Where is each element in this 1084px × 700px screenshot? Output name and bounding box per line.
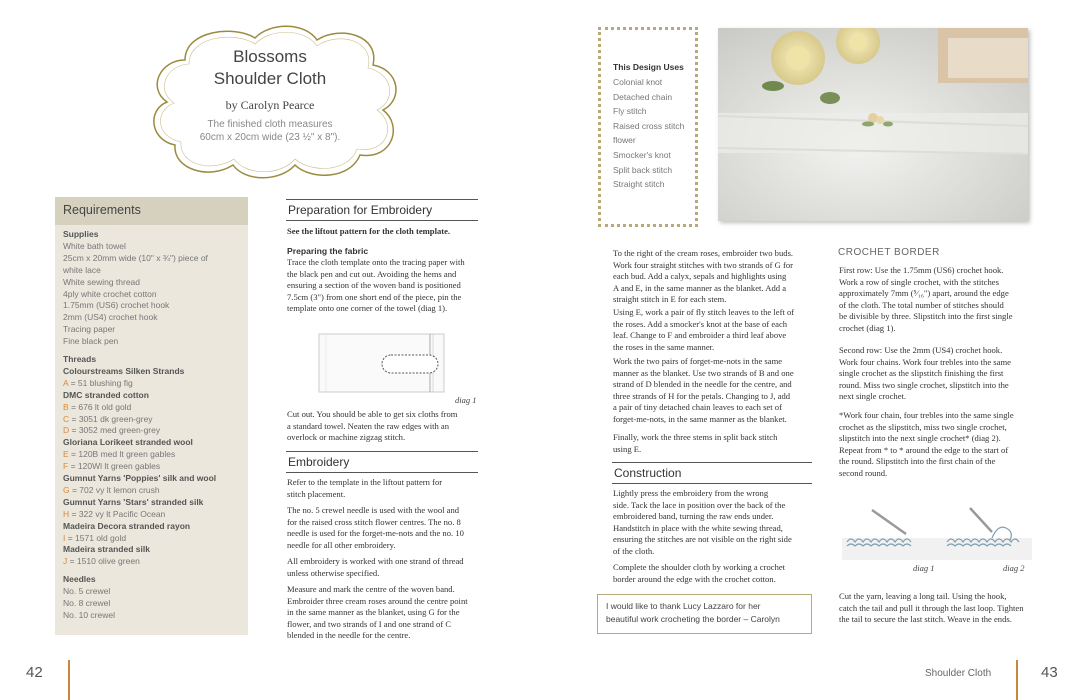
thread-brand: Colourstreams Silken Strands <box>63 365 185 376</box>
text-line: ensuring a section of the woven band is positioned <box>287 280 461 290</box>
thread-code: H <box>63 508 70 519</box>
text-line: beautiful work crocheting the border – Carolyn <box>606 614 780 624</box>
text-line: Second row: Use the 2mm (US4) crochet hook. <box>839 345 1003 355</box>
text-line: Complete the shoulder cloth by working a crochet <box>613 562 786 572</box>
text-line: Work a row of single crochet, with the stitches <box>839 276 999 287</box>
text-line: Using E, work a pair of fly stitch leaves to the left of <box>613 307 795 317</box>
text-line: strand of D blended in the needle for the centre, and <box>613 379 792 389</box>
requirements-heading: Requirements <box>55 197 248 225</box>
text-line: unless otherwise specified. <box>287 567 380 578</box>
text-line: Finally, work the three stems in split back stitch <box>613 432 778 442</box>
finishing-paragraph <box>839 591 1044 626</box>
text-line: round. Miss two single crochet, slipstitch into the <box>839 379 1009 390</box>
thread-item <box>63 425 160 437</box>
stems-paragraph <box>613 432 828 455</box>
supply-item: Tracing paper <box>63 324 116 335</box>
text-line: Embroider three cream roses around the centre point <box>287 595 468 606</box>
measurement-note <box>170 118 370 144</box>
text-line: three strands of H for the petals. Changing to J, add <box>613 390 791 401</box>
text-line: next single crochet. <box>839 391 907 401</box>
title-line-2: Shoulder Cloth <box>213 69 327 88</box>
design-uses-item: Fly stitch <box>613 106 647 117</box>
thread-item <box>63 485 160 497</box>
repeat-paragraph <box>839 410 1044 479</box>
embroidery-paragraph-3 <box>287 556 487 579</box>
text-line: the roses. Add a smocker's knot at the base of each <box>613 318 788 329</box>
text-line: *Work four chain, four trebles into the same single <box>839 410 1014 420</box>
page-number-left: 42 <box>26 664 43 681</box>
text-line: crochet (diag 1). <box>839 322 896 333</box>
text-line: the black pen and cut out. Avoiding the hems and <box>287 268 457 279</box>
supply-item: Fine black pen <box>63 336 119 347</box>
needle-item: No. 8 crewel <box>63 598 111 608</box>
construction-paragraph-1 <box>613 488 828 557</box>
text-line: manner as the blanket. Use two strands of B and one <box>613 367 794 378</box>
footer-rule-left <box>68 660 70 700</box>
crochet-diag-2-caption: diag 2 <box>1003 563 1025 573</box>
text-line: Cut out. You should be able to get six cloths from <box>287 409 458 419</box>
measure-line-2: 60cm x 20cm wide (23 ½" x 8"). <box>199 132 341 143</box>
thread-item <box>63 378 133 390</box>
thread-brand: Gumnut Yarns 'Poppies' silk and wool <box>63 473 217 483</box>
text-line: A and E, in the same manner as the blanket. Add a <box>613 282 787 293</box>
thread-item <box>63 461 160 473</box>
text-line: Measure and mark the centre of the woven band. <box>287 584 455 594</box>
thread-desc: = 51 blushing fig <box>68 377 133 388</box>
text-line: each bud. Add a calyx, sepals and highlights using <box>613 271 787 281</box>
text-line: of the cloth. The total number of stitches should <box>839 299 1004 310</box>
embroidery-paragraph-4 <box>287 584 487 642</box>
thread-code: B <box>63 401 69 412</box>
thread-desc: = 1510 olive green <box>67 556 140 567</box>
thread-desc: = 322 vy lt Pacific Ocean <box>69 508 166 519</box>
text-line: To the right of the cream roses, embroider two buds. <box>613 248 794 258</box>
page-title <box>170 46 370 90</box>
thread-item <box>63 449 175 461</box>
text-line: be divisible by three. Slipstitch into the first single <box>839 311 1013 321</box>
design-uses-list <box>613 75 686 192</box>
text-line: crochet as the slipstitch, miss two single crochet, <box>839 421 1007 432</box>
thread-desc: = 1571 old gold <box>65 532 127 543</box>
text-line: blended in the needle for the centre. <box>287 630 411 640</box>
thread-code: E <box>63 449 69 460</box>
crochet-border-heading: CROCHET BORDER <box>838 247 940 258</box>
thread-brand: Madeira Decora stranded rayon <box>63 520 191 531</box>
supply-item: White bath towel <box>63 240 126 251</box>
preparation-intro: See the liftout pattern for the cloth template. <box>287 226 451 236</box>
footer-title: Shoulder Cloth <box>925 668 992 679</box>
thread-desc: = 120B med lt green gables <box>68 449 176 460</box>
page-number-right: 43 <box>1041 664 1058 681</box>
needle-item: No. 10 crewel <box>63 609 115 620</box>
thread-desc: = 3051 dk green-grey <box>69 413 153 424</box>
preparation-paragraph-1 <box>287 257 487 315</box>
thread-item <box>63 509 165 521</box>
text-line: All embroidery is worked with one strand of thread <box>287 556 464 566</box>
text-line: Work four straight stitches with two strands of G for <box>613 259 793 270</box>
diag-1-illustration <box>318 333 445 393</box>
thread-desc: = 120Wl lt green gables <box>68 461 161 472</box>
supply-item: White sewing thread <box>63 276 141 287</box>
text-line: First row: Use the 1.75mm (US6) crochet hook. <box>839 265 1004 275</box>
first-row-paragraph <box>839 265 1044 334</box>
text-line: straight stitch in E for each stem. <box>613 294 727 304</box>
needle-item: No. 5 crewel <box>63 586 111 597</box>
supply-item: 2mm (US4) crochet hook <box>63 312 158 323</box>
text-line: slipstitch into the next single crochet* (diag 2). <box>839 433 1001 443</box>
embroidery-paragraph-2 <box>287 505 487 551</box>
text-line: using E. <box>613 443 642 454</box>
text-line: The no. 5 crewel needle is used with the wool and <box>287 505 460 515</box>
thread-code: C <box>63 413 70 424</box>
text-line: a pair of tiny detached chain leaves to each set of <box>613 402 782 412</box>
text-line: in the same manner as the blanket, using G for the <box>287 607 460 617</box>
embroidery-heading: Embroidery <box>286 451 478 473</box>
crochet-diagrams <box>842 502 1032 560</box>
measure-line-1: The finished cloth measures <box>207 119 333 130</box>
text-line: Handstitch in place with the white sewing thread, <box>613 522 783 533</box>
title-line-1: Blossoms <box>233 47 307 66</box>
thread-brand: Gumnut Yarns 'Stars' stranded silk <box>63 496 204 507</box>
threads-heading: Threads <box>63 354 97 364</box>
construction-heading: Construction <box>612 462 812 484</box>
text-line: border around the edge with the crochet cotton. <box>613 573 776 584</box>
footer-rule-right <box>1016 660 1018 700</box>
needles-heading: Needles <box>63 574 96 585</box>
thread-brand: Madeira stranded silk <box>63 544 150 555</box>
thread-item <box>63 414 153 426</box>
text-line: leaf. Change to F and embroider a third leaf above <box>613 330 787 340</box>
text-line: I would like to thank Lucy Lazzaro for her <box>606 601 761 611</box>
design-uses-item: Smocker's knot <box>613 149 671 160</box>
text-line: side. Tack the lace in position over the back of the <box>613 499 786 510</box>
thread-code: D <box>63 425 70 436</box>
preparing-fabric-subheading: Preparing the fabric <box>287 246 369 256</box>
design-uses-item: Colonial knot <box>613 77 663 87</box>
thread-code: J <box>63 556 68 567</box>
second-row-paragraph <box>839 345 1044 403</box>
text-line: of the cloth. <box>613 545 655 556</box>
text-line: embroidered band, turning the raw ends under. <box>613 511 774 521</box>
thread-brand: Gloriana Lorikeet stranded wool <box>63 437 193 448</box>
thread-code: I <box>63 532 66 543</box>
text-line: Work four chains. Work four trebles into the same <box>839 356 1011 367</box>
text-line: forget-me-nots, in the same manner as the blanket. <box>613 413 787 424</box>
thread-item <box>63 402 131 414</box>
design-uses-item: Split back stitch <box>613 164 673 175</box>
preparation-paragraph-2 <box>287 409 487 444</box>
design-uses-item: Raised cross stitch <box>613 120 685 131</box>
design-uses-item: flower <box>613 135 636 146</box>
bud-paragraph <box>613 248 828 306</box>
design-uses-heading: This Design Uses <box>613 62 684 72</box>
text-line: overlock or machine zigzag stitch. <box>287 432 406 442</box>
text-line: Lightly press the embroidery from the wrong <box>613 488 769 498</box>
text-line: Trace the cloth template onto the tracing paper with <box>287 257 465 267</box>
design-uses-item: Straight stitch <box>613 179 665 190</box>
embroidery-paragraph-1 <box>287 477 487 500</box>
text-line: Repeat from * to * around the edge to the start of <box>839 444 1009 455</box>
text-line: Work the two pairs of forget-me-nots in the same <box>613 356 783 366</box>
text-line: for the raised cross stitch flower centres. The no. 8 <box>287 516 461 527</box>
thread-code: G <box>63 484 70 495</box>
leaves-paragraph <box>613 307 828 353</box>
text-line: the round. Slipstitch into the first chain of the <box>839 456 996 466</box>
text-line: the tail to secure the last stitch. Weave in the ends. <box>839 614 1012 624</box>
text-line: ensuring the stitches are not visible on the right side <box>613 534 792 544</box>
towel-photo <box>718 28 1028 221</box>
text-line: Refer to the template in the liftout pattern for <box>287 477 443 487</box>
supplies-heading: Supplies <box>63 229 99 239</box>
supply-item: 1.75mm (US6) crochet hook <box>63 300 170 311</box>
thread-desc: = 702 vy lt lemon crush <box>69 484 160 495</box>
thread-code: A <box>63 377 69 388</box>
preparation-heading: Preparation for Embroidery <box>286 199 478 221</box>
text-line: the roses in the same manner. <box>613 341 715 352</box>
text-line: stitch placement. <box>287 488 346 499</box>
byline: by Carolyn Pearce <box>225 98 315 112</box>
thread-desc: = 3052 med green-grey <box>69 425 161 436</box>
text-line: Cut the yarn, leaving a long tail. Using the hook, <box>839 591 1007 601</box>
text-line: needle for all other embroidery. <box>287 539 396 550</box>
crochet-diag-1-caption: diag 1 <box>913 563 935 573</box>
forget-me-nots-paragraph <box>613 356 828 425</box>
text-line: single crochet as the slipstitch finishing the first <box>839 368 1004 378</box>
supply-item: 4ply white crochet cotton <box>63 288 157 299</box>
text-line: flower, and two strands of I and one strand of C <box>287 618 452 629</box>
text-line: 7.5cm (3") from one short end of the piece, pin the <box>287 291 462 302</box>
supply-item: 25cm x 20mm wide (10" x ¾") piece of <box>63 252 208 263</box>
text-line: template onto one corner of the towel (diag 1). <box>287 303 448 313</box>
text-line: second round. <box>839 467 888 478</box>
text-line: a standard towel. Neaten the raw edges with an <box>287 420 450 431</box>
thread-brand: DMC stranded cotton <box>63 389 149 400</box>
acknowledgement-box <box>597 594 812 634</box>
supply-item: white lace <box>63 264 101 275</box>
thread-item <box>63 556 140 568</box>
design-uses-item: Detached chain <box>613 91 673 102</box>
text-line: approximately 7mm (⁵⁄₁₆") apart, around the edge <box>839 288 1009 298</box>
construction-paragraph-2 <box>613 562 828 585</box>
text-line: needle is used for the forget-me-nots and the no. 10 <box>287 528 464 538</box>
design-uses-box <box>598 27 698 227</box>
thread-item <box>63 533 126 545</box>
thread-code: F <box>63 461 69 472</box>
text-line: catch the tail and pull it through the last loop. Tighten <box>839 602 1024 613</box>
thread-desc: = 676 lt old gold <box>68 401 132 412</box>
diag-1-caption: diag 1 <box>455 395 477 405</box>
